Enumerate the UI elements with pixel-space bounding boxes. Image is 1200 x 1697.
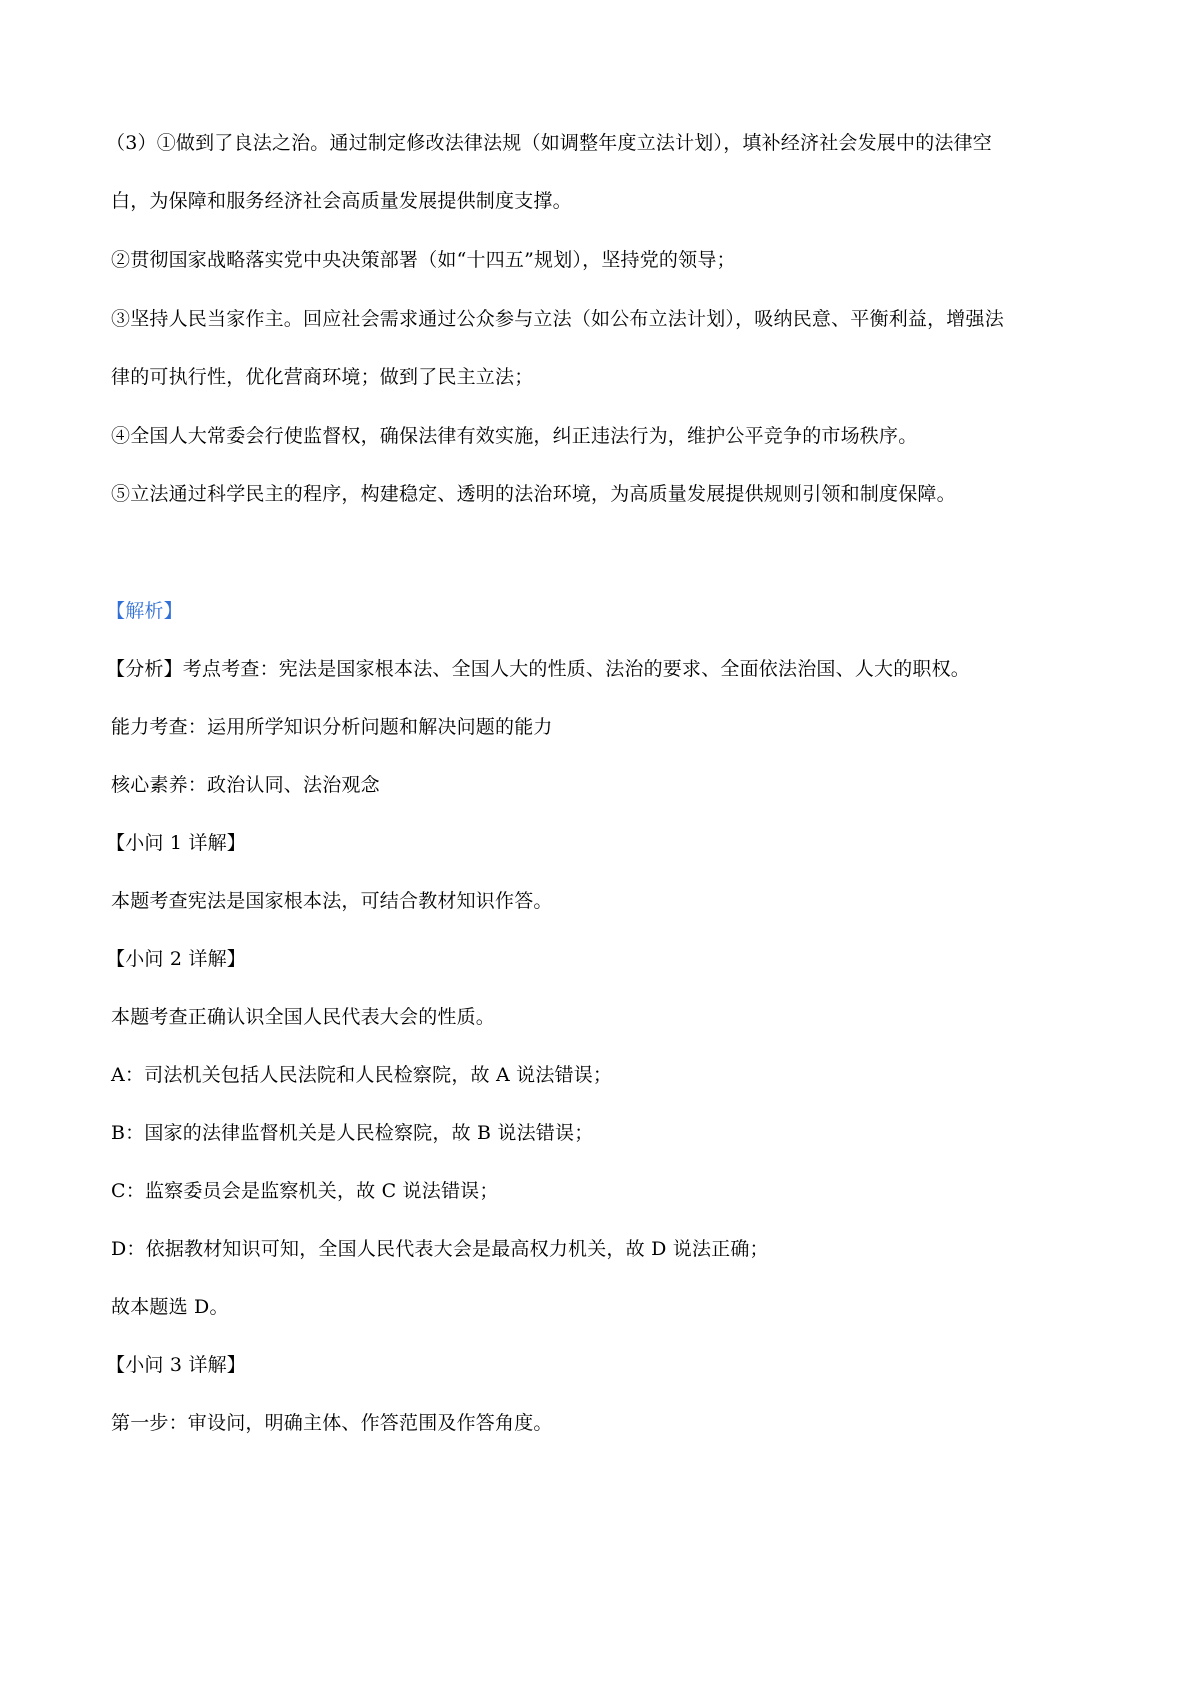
q2-text: 本题考查正确认识全国人民代表大会的性质。 bbox=[111, 1006, 496, 1028]
q2-option-d: D：依据教材知识可知，全国人民代表大会是最高权力机关，故 D 说法正确； bbox=[111, 1238, 769, 1260]
q2-option-a: A：司法机关包括人民法院和人民检察院，故 A 说法错误； bbox=[111, 1064, 613, 1086]
answer-line-5: 律的可执行性，优化营商环境；做到了民主立法； bbox=[111, 366, 534, 388]
q3-step1: 第一步：审设问，明确主体、作答范围及作答角度。 bbox=[111, 1412, 553, 1434]
q2-option-c: C：监察委员会是监察机关，故 C 说法错误； bbox=[111, 1180, 499, 1202]
q2-conclusion: 故本题选 D。 bbox=[111, 1296, 229, 1318]
q1-heading: 【小问 1 详解】 bbox=[106, 832, 246, 854]
answer-line-7: ⑤立法通过科学民主的程序，构建稳定、透明的法治环境，为高质量发展提供规则引领和制度保障。 bbox=[111, 483, 956, 505]
analysis-heading: 【解析】 bbox=[106, 600, 183, 622]
answer-line-6: ④全国人大常委会行使监督权，确保法律有效实施，纠正违法行为，维护公平竞争的市场秩序。 bbox=[111, 425, 918, 447]
answer-line-1: （3）①做到了良法之治。通过制定修改法律法规（如调整年度立法计划），填补经济社会发展中的法律空 bbox=[106, 132, 992, 154]
answer-line-3: ②贯彻国家战略落实党中央决策部署（如“十四五”规划），坚持党的领导； bbox=[111, 249, 736, 271]
q2-option-b: B：国家的法律监督机关是人民检察院，故 B 说法错误； bbox=[111, 1122, 594, 1144]
q2-heading: 【小问 2 详解】 bbox=[106, 948, 246, 970]
analysis-fenxi: 【分析】考点考查：宪法是国家根本法、全国人大的性质、法治的要求、全面依法治国、人大的职权。 bbox=[106, 658, 971, 680]
analysis-ability: 能力考查：运用所学知识分析问题和解决问题的能力 bbox=[111, 716, 553, 738]
analysis-literacy: 核心素养：政治认同、法治观念 bbox=[111, 774, 380, 796]
q3-heading: 【小问 3 详解】 bbox=[106, 1354, 246, 1376]
q1-text: 本题考查宪法是国家根本法，可结合教材知识作答。 bbox=[111, 890, 553, 912]
answer-line-2: 白，为保障和服务经济社会高质量发展提供制度支撑。 bbox=[111, 190, 572, 212]
answer-line-4: ③坚持人民当家作主。回应社会需求通过公众参与立法（如公布立法计划），吸纳民意、平衡利益，增强法 bbox=[111, 308, 1004, 330]
